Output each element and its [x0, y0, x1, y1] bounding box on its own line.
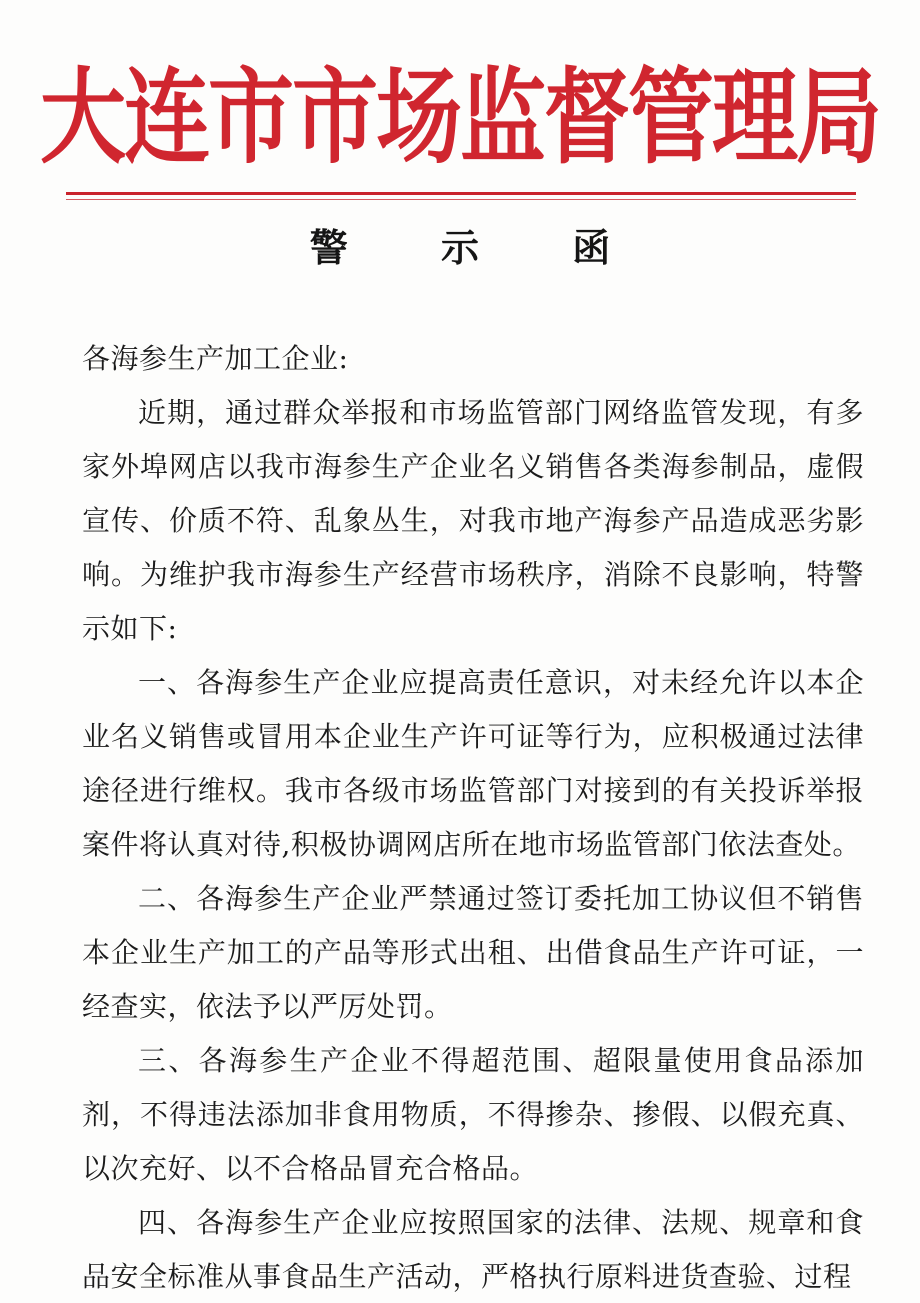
paragraph-item-2: 二、各海参生产企业严禁通过签订委托加工协议但不销售本企业生产加工的产品等形式出租、出借食品生产许可证，一经查实，依法予以严厉处罚。: [82, 882, 864, 1023]
paragraph-item-3: 三、各海参生产企业不得超范围、超限量使用食品添加剂，不得违法添加非食用物质，不得掺杂、掺假、以假充真、以次充好、以不合格品冒充合格品。: [82, 1044, 864, 1185]
letterhead-red-rule: [66, 192, 856, 195]
issuer-name: 大连市市场监督管理局: [40, 58, 880, 178]
document-body: [82, 332, 864, 1303]
paragraph-intro: 近期，通过群众举报和市场监管部门网络监管发现，有多家外埠网店以我市海参生产企业名义销售各类海参制品，虚假宣传、价质不符、乱象丛生，对我市地产海参产品造成恶劣影响。为维护我市海参生产经营市场秩序，消除不良影响，特警示如下:: [82, 396, 864, 645]
letterhead: [0, 48, 920, 188]
document-title: 警 示 函: [309, 225, 651, 270]
paragraph-item-4: 四、各海参生产企业应按照国家的法律、法规、规章和食品安全标准从事食品生产活动，严格执行原料进货查验、过程: [82, 1206, 864, 1293]
letterhead-red-rule-thin: [66, 199, 856, 200]
salutation: 各海参生产加工企业:: [82, 342, 349, 375]
paragraph-item-1: 一、各海参生产企业应提高责任意识，对未经允许以本企业名义销售或冒用本企业生产许可证等行为，应积极通过法律途径进行维权。我市各级市场监管部门对接到的有关投诉举报案件将认真对待,积极协调网店所在地市场监管部门依法查处。: [82, 666, 864, 861]
